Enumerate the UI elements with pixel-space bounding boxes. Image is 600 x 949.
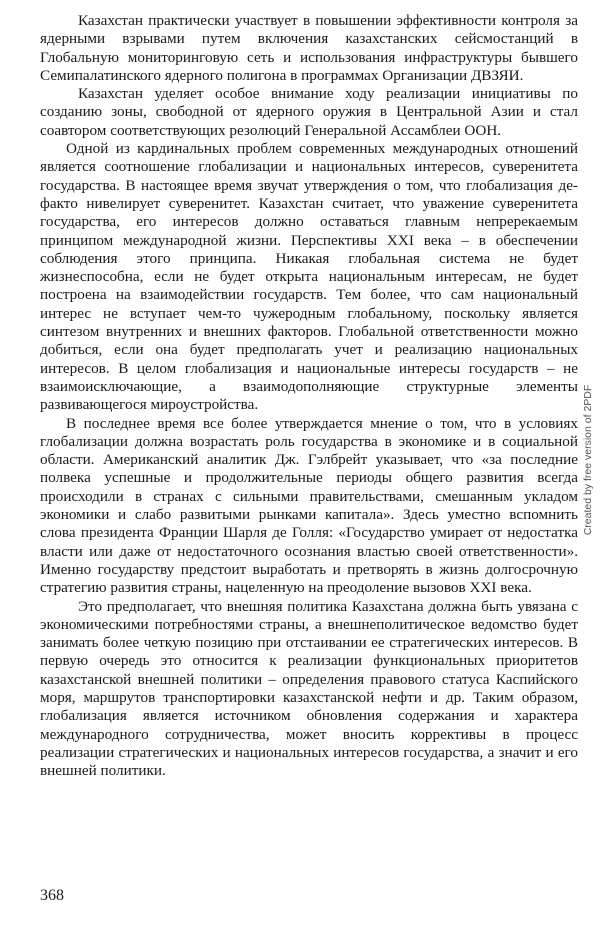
watermark [582, 384, 596, 536]
paragraph-3: Одной из кардинальных проблем современных международных отношений является соотношение глобализации и национальных интересов, суверенитета государства. В настоящее время звучат утверждения о том, что глобализация де-факто нивелирует суверенитет. Казахстан считает, что уважение суверенитета государства, его интересов должно оставаться главным непререкаемым принципом международной жизни. Перспективы XXI века – в обеспечении соблюдения этого принципа. Никакая глобальная система не будет жизнеспособна, если не будет открыта национальным интересам, не будет построена на взаимодействии государств. Тем более, что сам национальный интерес не вступает чем-то чужеродным глобальному, поскольку является синтезом внутренних и внешних факторов. Глобальной ответственности можно добиться, если она будет предполагать учет и реализацию национальных интересов. В целом глобализация и национальные интересы государств – не взаимоисключающие, а взаимодополняющие структурные элементы развивающегося мироустройства. [40, 140, 578, 414]
paragraph-1: Казахстан практически участвует в повышении эффективности контроля за ядерными взрывами путем включения казахстанских сейсмостанций в Глобальную мониторинговую сеть и использования инфраструктуры бывшего Семипалатинского ядерного полигона в программах Организации ДВЗЯИ. [40, 12, 578, 84]
paragraph-5: Это предполагает, что внешняя политика Казахстана должна быть увязана с экономическими потребностями страны, а внешнеполитическое ведомство будет занимать более четкую позицию при отстаивании ее стратегических интересов. В первую очередь это относится к реализации функциональных приоритетов казахстанской внешней политики – определения правового статуса Каспийского моря, маршрутов транспортировки казахстанской нефти и др. Таким образом, глобализация является источником обновления содержания и характера международного сотрудничества, может вносить коррективы в процесс реализации стратегических и национальных интересов государства, а значит и его внешней политики. [40, 597, 578, 780]
paragraph-2: Казахстан уделяет особое внимание ходу реализации инициативы по созданию зоны, свободной от ядерного оружия в Центральной Азии и стал соавтором соответствующих резолюций Генеральной Ассамблеи ООН. [40, 85, 578, 139]
page-body [40, 12, 578, 780]
paragraph-4: В последнее время все более утверждается мнение о том, что в условиях глобализации должна возрастать роль государства в экономике и в социальной области. Американский аналитик Дж. Гэлбрейт указывает, что «за последние полвека успешные и продолжительные периоды общего развития всегда происходили в странах с сильными правительствами, смешанным укладом экономики и слабо развитыми рынками капитала». Здесь уместно вспомнить слова президента Франции Шарля де Голля: «Государство умирает от недостатка власти или даже от недостаточного осознания властью своей ответственности». Именно государству предстоит выработать и претворять в жизнь долгосрочную стратегию развития страны, нацеленную на преодоление вызовов XXI века. [40, 414, 578, 597]
watermark-text: Created by free version of 2PDF [582, 384, 594, 536]
page-number: 368 [40, 887, 64, 904]
